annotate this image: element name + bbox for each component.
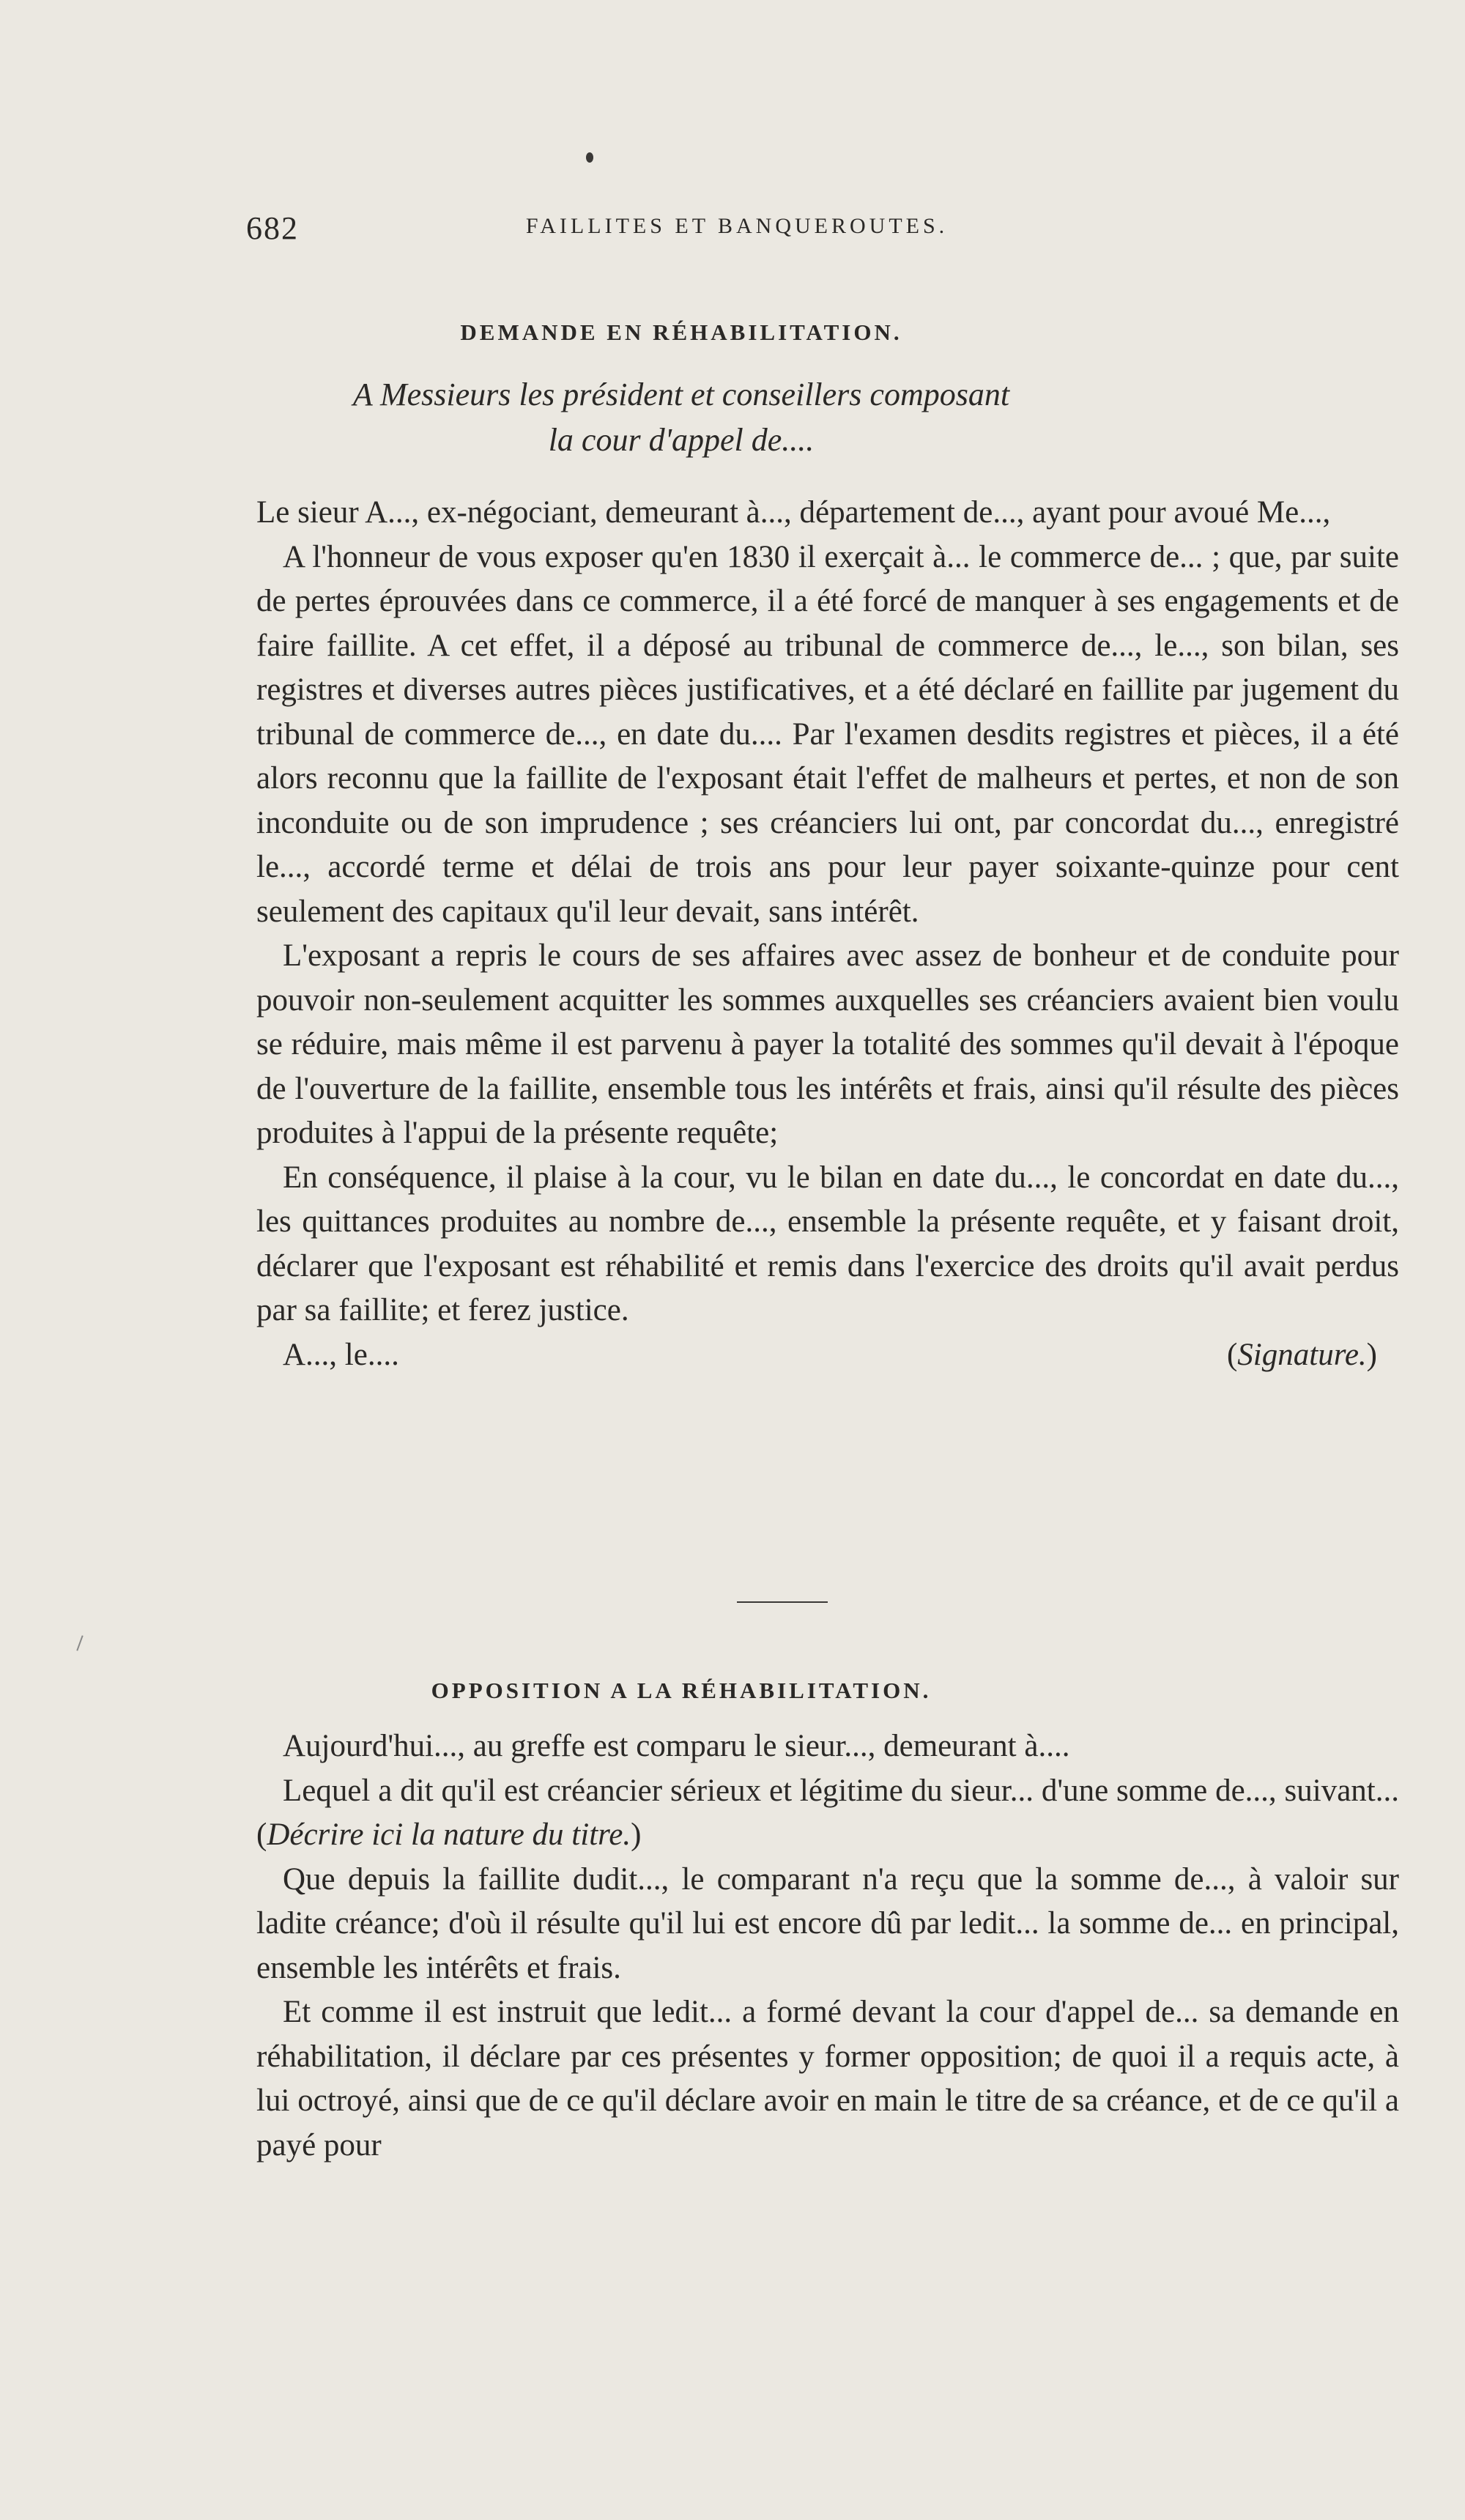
paragraph-8: Et comme il est instruit que ledit... a formé devant la cour d'appel de... sa demande en réhabilitation, il déclare par ces présentes y former opposition; de quoi il a requis acte, à lui octroyé, ainsi que de ce qu'il déclare avoir en main le titre de sa créance, et de ce qu'il a payé pour [256, 1995, 1399, 2163]
signature: (Signature.) [1226, 1337, 1377, 1372]
section-title-demande: DEMANDE EN RÉHABILITATION. [460, 319, 902, 345]
paragraph-1: Le sieur A..., ex-négociant, demeurant à..., département de..., ayant pour avoué Me..., [256, 495, 1331, 530]
page-number: 682 [246, 210, 299, 246]
signature-line [256, 1333, 1399, 1377]
address-block [256, 372, 1106, 463]
opposition-body [256, 1724, 1399, 2168]
paragraph-6: Lequel a dit qu'il est créancier sérieux et légitime du sieur... d'une somme de..., suivant... (Décrire ici la nature du titre.) [256, 1773, 1399, 1852]
paragraph-5: Aujourd'hui..., au greffe est comparu le sieur..., demeurant à.... [283, 1729, 1070, 1763]
paragraph-4: En conséquence, il plaise à la cour, vu le bilan en date du..., le concordat en date du..., les quittances produites au nombre de..., ensemble la présente requête, et y faisant droit, déclarer que l'exposant est réhabilité et remis dans l'exercice des droits qu'il avait perdus par sa faillite; et ferez justice. [256, 1160, 1399, 1327]
paragraph-2: A l'honneur de vous exposer qu'en 1830 il exerçait à... le commerce de... ; que, par suite de pertes éprouvées dans ce commerce, il a été forcé de manquer à ses engagements et de faire faillite. A cet effet, il a déposé au tribunal de commerce de..., le..., son bilan, ses registres et diverses autres pièces justificatives, et a été déclaré en faillite par jugement du tribunal de commerce de..., en date du.... Par l'examen desdits registres et pièces, il a été alors reconnu que la faillite de l'exposant était l'effet de malheurs et pertes, et non de son inconduite ou de son imprudence ; ses créanciers lui ont, par concordat du..., enregistré le..., accordé terme et délai de trois ans pour leur payer soixante-quinze pour cent seulement des capitaux qu'il leur devait, sans intérêt. [256, 539, 1399, 929]
section-title-opposition: OPPOSITION A LA RÉHABILITATION. [431, 1678, 932, 1703]
place-date: A..., le.... [283, 1337, 399, 1372]
ink-speck [586, 152, 593, 163]
section-divider [737, 1601, 828, 1603]
running-title: FAILLITES ET BANQUEROUTES. [525, 214, 949, 238]
demande-body [256, 491, 1399, 1377]
address-line-2: la cour d'appel de.... [548, 422, 815, 458]
running-header [246, 210, 1228, 253]
paragraph-7: Que depuis la faillite dudit..., le comparant n'a reçu que la somme de..., à valoir sur ladite créance; d'où il résulte qu'il lui est encore dû par ledit... la somme de... en principal, ensemble les intérêts et frais. [256, 1861, 1399, 1985]
paragraph-3: L'exposant a repris le cours de ses affaires avec assez de bonheur et de conduite pour pouvoir non-seulement acquitter les sommes auxquelles ses créanciers avaient bien voulu se réduire, mais même il est parvenu à payer la totalité des sommes qu'il devait à l'époque de l'ouverture de la faillite, ensemble tous les intérêts et frais, ainsi qu'il résulte des pièces produites à l'appui de la présente requête; [256, 938, 1399, 1150]
margin-mark [76, 1635, 83, 1650]
address-line-1: A Messieurs les président et conseillers composant [352, 377, 1010, 412]
